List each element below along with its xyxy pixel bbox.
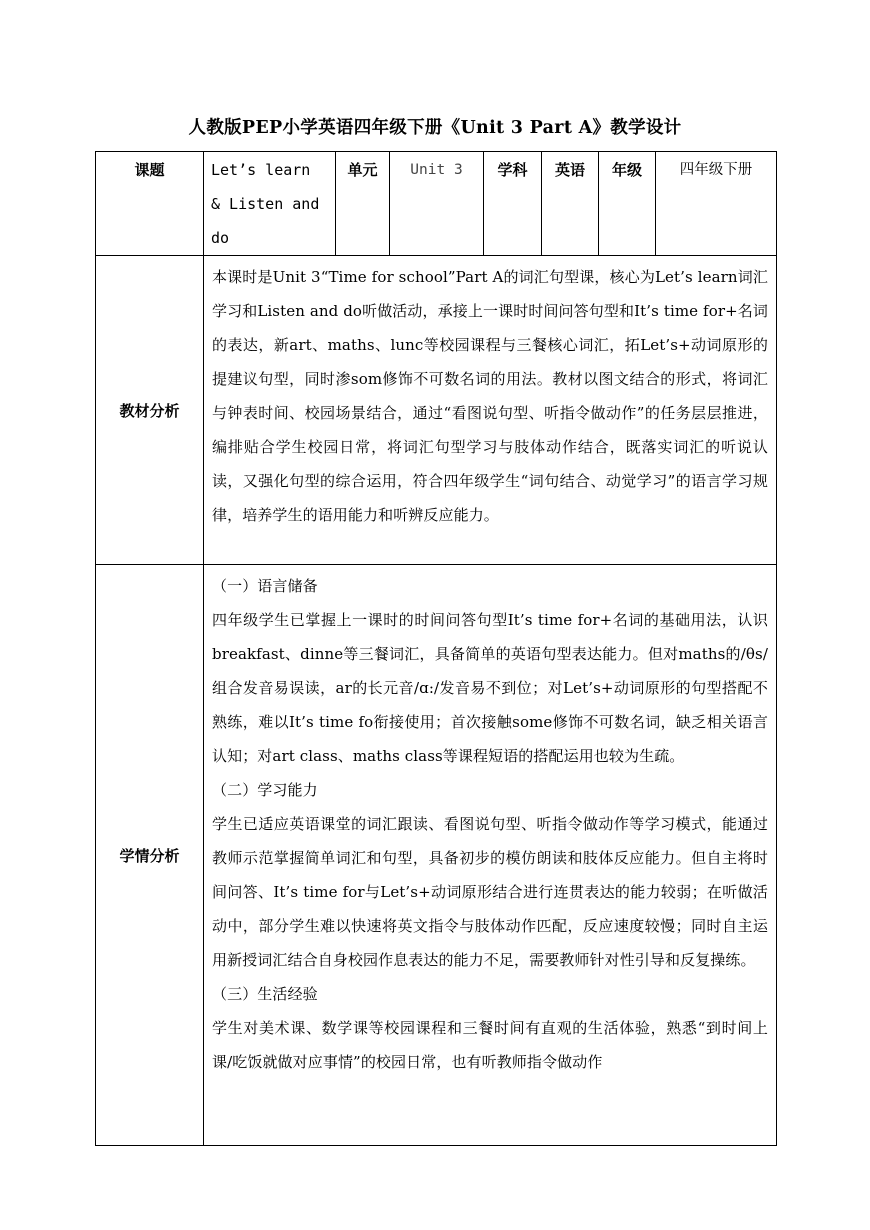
grade-label-cell — [599, 152, 656, 256]
header-row — [96, 152, 777, 256]
grade-label: 年级 — [611, 161, 642, 179]
subject-label-cell — [484, 152, 542, 256]
section-text-experience: 学生对美术课、数学课等校园课程和三餐时间有直观的生活体验，熟悉“到时间上课/吃饭就做对应事情”的校园日常，也有听教师指令做动作 — [212, 1019, 768, 1071]
learner-analysis-content-cell — [204, 565, 777, 1146]
topic-label: 课题 — [134, 161, 165, 179]
material-analysis-content-cell — [204, 256, 777, 565]
material-analysis-label-cell — [96, 256, 204, 565]
lesson-design-table — [95, 151, 777, 1146]
subject-label: 学科 — [497, 161, 528, 179]
unit-value-cell — [390, 152, 484, 256]
learner-analysis-row — [96, 565, 777, 1146]
grade-value: 四年级下册 — [679, 162, 753, 178]
material-analysis-label: 教材分析 — [119, 401, 180, 420]
section-text-language: 四年级学生已掌握上一课时的时间问答句型It’s time for+名词的基础用法，认识breakfast、dinne等三餐词汇，具备简单的英语句型表达能力。但对maths的/θs/组合发音易误读，ar的长元音/ɑ:/发音易不到位；对Let’s+动词原形的句型搭配不熟练，难以It’s time fo衔接使用；首次接触some修饰不可数名词，缺乏相关语言认知；对art class、maths class等课程短语的搭配运用也较为生疏。 — [212, 611, 768, 765]
subject-value-cell — [542, 152, 599, 256]
topic-label-cell — [96, 152, 204, 256]
section-heading-language: （一）语言储备 — [212, 577, 318, 595]
page-title: 人教版PEP小学英语四年级下册《Unit 3 Part A》教学设计 — [188, 118, 682, 138]
topic-value-cell — [204, 152, 336, 256]
unit-value: Unit 3 — [410, 162, 463, 178]
learner-analysis-label: 学情分析 — [119, 846, 180, 865]
topic-value: Let’s learn & Listen and do — [211, 161, 320, 247]
unit-label-cell — [336, 152, 390, 256]
material-analysis-text: 本课时是Unit 3“Time for school”Part A的词汇句型课，核心为Let’s learn词汇学习和Listen and do听做活动，承接上一课时时间问答句型和It’s time for+名词的表达，新art、maths、lunc等校园课程与三餐核心词汇，拓Let’s+动词原形的提建议句型，同时渗som修饰不可数名词的用法。教材以图文结合的形式，将词汇与钟表时间、校园场景结合，通过“看图说句型、听指令做动作”的任务层层推进，编排贴合学生校园日常，将词汇句型学习与肢体动作结合，既落实词汇的听说认读，又强化句型的综合运用，符合四年级学生“词句结合、动觉学习”的语言学习规律，培养学生的语用能力和听辨反应能力。 — [212, 268, 768, 524]
learner-analysis-label-cell — [96, 565, 204, 1146]
unit-label: 单元 — [347, 161, 378, 179]
section-text-ability: 学生已适应英语课堂的词汇跟读、看图说句型、听指令做动作等学习模式，能通过教师示范掌握简单词汇和句型，具备初步的模仿朗读和肢体反应能力。但自主将时间问答、It’s time for与Let’s+动词原形结合进行连贯表达的能力较弱；在听做活动中，部分学生难以快速将英文指令与肢体动作匹配，反应速度较慢；同时自主运用新授词汇结合自身校园作息表达的能力不足，需要教师针对性引导和反复操练。 — [212, 815, 768, 969]
section-heading-experience: （三）生活经验 — [212, 985, 318, 1003]
grade-value-cell — [656, 152, 777, 256]
subject-value: 英语 — [554, 161, 585, 179]
section-heading-ability: （二）学习能力 — [212, 781, 318, 799]
learner-analysis-body — [204, 565, 776, 1083]
material-analysis-row — [96, 256, 777, 565]
